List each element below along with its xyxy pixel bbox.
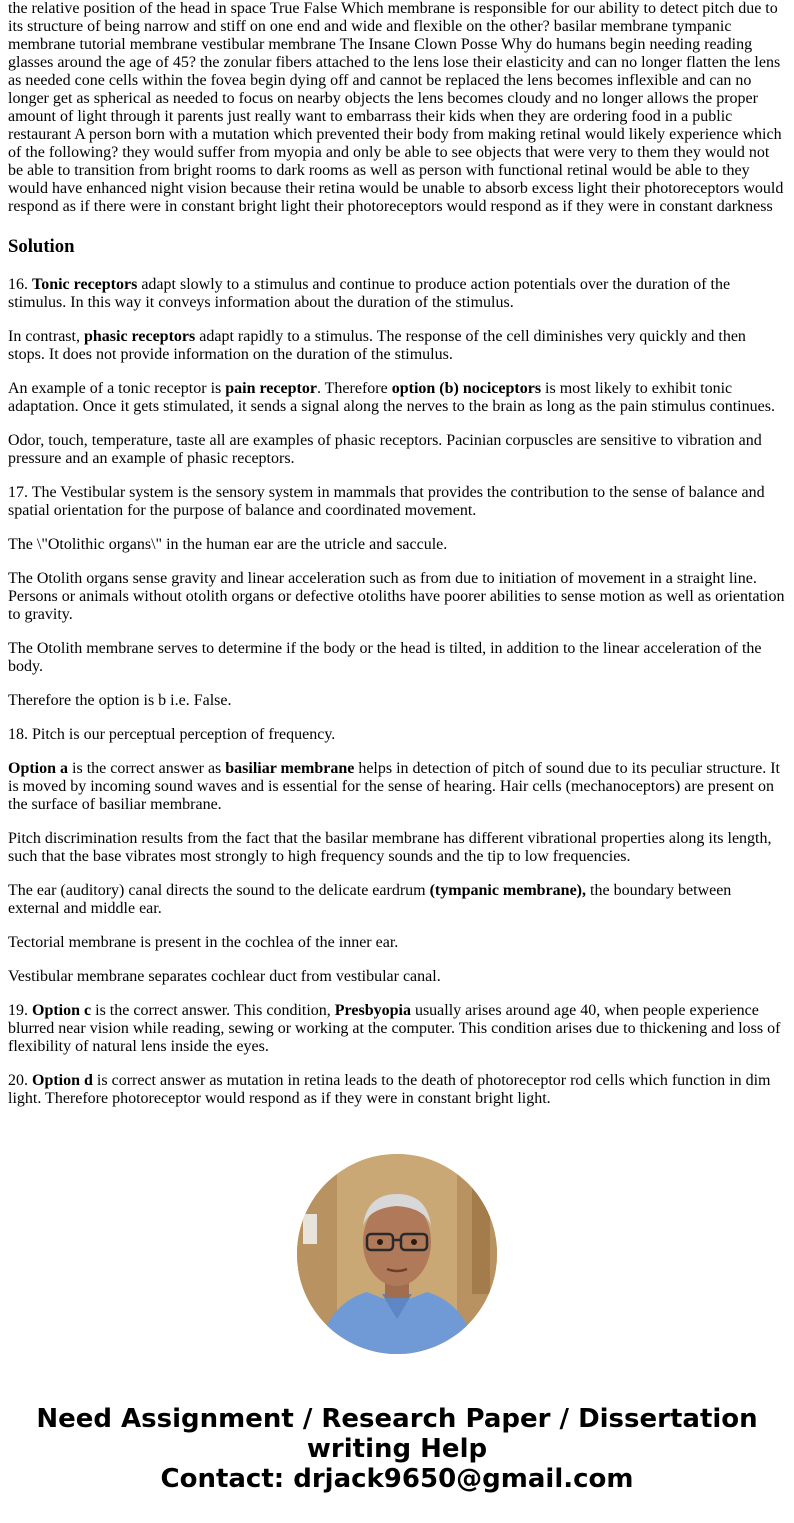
answer-20: 20. Option d is correct answer as mutation in retina leads to the death of photoreceptor rod cells which function in dim light. Therefore photoreceptor would respond as if they were in constant bright light. bbox=[8, 1072, 771, 1107]
answer-16-phasic: In contrast, phasic receptors adapt rapidly to a stimulus. The response of the cell diminishes very quickly and then stops. It does not provide information on the duration of the stimulus. bbox=[8, 328, 746, 363]
footer-line-1: Need Assignment / Research Paper / Dissertation bbox=[36, 1404, 758, 1434]
author-avatar bbox=[297, 1154, 497, 1354]
answer-17-otolith-organs: The Otolith organs sense gravity and linear acceleration such as from due to initiation of movement in a straight line. Persons or animals without otolith organs or defective otoliths have poorer abilities to sense motion as well as orientation to gravity. bbox=[8, 570, 785, 623]
author-photo-wrap bbox=[8, 1154, 786, 1354]
answer-18-intro: 18. Pitch is our perceptual perception of frequency. bbox=[8, 726, 336, 743]
answer-17-otolith-membrane: The Otolith membrane serves to determine if the body or the head is tilted, in addition to the linear acceleration of the body. bbox=[8, 640, 762, 675]
answer-18-option: Option a is the correct answer as basiliar membrane helps in detection of pitch of sound due to its peculiar structure. It is moved by incoming sound waves and is essential for the sense of hearing. Hair cells (mechanoceptors) are present on the surface of basiliar membrane. bbox=[8, 760, 780, 813]
answer-16-example: An example of a tonic receptor is pain receptor. Therefore option (b) nociceptors is most likely to exhibit tonic adaptation. Once it gets stimulated, it sends a signal along the nerves to the brain as long as the pain stimulus continues. bbox=[8, 380, 775, 415]
answer-17-otolithic: The \"Otolithic organs\" in the human ear are the utricle and saccule. bbox=[8, 536, 448, 553]
answer-17-conclusion: Therefore the option is b i.e. False. bbox=[8, 692, 232, 709]
footer-contact-email[interactable]: Contact: drjack9650@gmail.com bbox=[160, 1464, 634, 1494]
answer-18-tectorial: Tectorial membrane is present in the cochlea of the inner ear. bbox=[8, 934, 399, 951]
contact-footer bbox=[8, 1404, 786, 1494]
answer-16-phasic-examples: Odor, touch, temperature, taste all are examples of phasic receptors. Pacinian corpuscles are sensitive to vibration and pressure and an example of phasic receptors. bbox=[8, 432, 762, 467]
question-text: the relative position of the head in space True False Which membrane is responsible for our ability to detect pitch due to its structure of being narrow and stiff on one end and wide and flexible on the other? basilar membrane tympanic membrane tutorial membrane vestibular membrane The Insane Clown Posse Why do humans begin needing reading glasses around the age of 45? the zonular fibers attached to the lens lose their elasticity and can no longer flatten the lens as needed cone cells within the fovea begin dying off and cannot be replaced the lens becomes inflexible and can no longer get as spherical as needed to focus on nearby objects the lens becomes cloudy and no longer allows the proper amount of light through it parents just really want to embarrass their kids when they are ordering food in a public restaurant A person born with a mutation which prevented their body from making retinal would likely experience which of the following? they would suffer from myopia and only be able to see objects that were very to them they would not be able to transition from bright rooms to dark rooms as well as person with functional retinal would be able to they would have enhanced night vision because their retina would be unable to absorb excess light their photoreceptors would respond as if there were in constant bright light their photoreceptors would respond as if they were in constant darkness bbox=[8, 0, 784, 215]
answer-18-pitch: Pitch discrimination results from the fact that the basilar membrane has different vibrational properties along its length, such that the base vibrates most strongly to high frequency sounds and the tip to low frequencies. bbox=[8, 830, 772, 865]
answer-18-ear-canal: The ear (auditory) canal directs the sound to the delicate eardrum (tympanic membrane), the boundary between external and middle ear. bbox=[8, 882, 732, 917]
answer-16-tonic: 16. Tonic receptors adapt slowly to a stimulus and continue to produce action potentials over the duration of the stimulus. In this way it conveys information about the duration of the stimulus. bbox=[8, 276, 731, 311]
answer-17-intro: 17. The Vestibular system is the sensory system in mammals that provides the contribution to the sense of balance and spatial orientation for the purpose of balance and coordinated movement. bbox=[8, 484, 765, 519]
solution-heading: Solution bbox=[8, 236, 75, 257]
answer-18-vestibular: Vestibular membrane separates cochlear duct from vestibular canal. bbox=[8, 968, 441, 985]
author-portrait-graphic bbox=[297, 1154, 497, 1354]
answer-19: 19. Option c is the correct answer. This condition, Presbyopia usually arises around age 40, when people experience blurred near vision while reading, sewing or working at the computer. This condition arises due to thickening and loss of flexibility of natural lens inside the eyes. bbox=[8, 1002, 781, 1055]
footer-line-2: writing Help bbox=[306, 1434, 488, 1464]
